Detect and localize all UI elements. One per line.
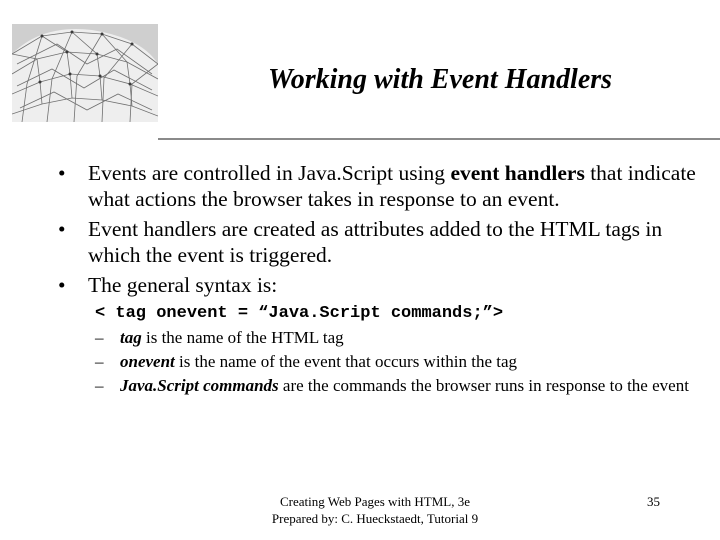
sub-term: Java.Script commands	[120, 376, 279, 395]
bullet-marker: •	[58, 273, 66, 297]
bullet-text: Events are controlled in Java.Script using	[88, 161, 451, 185]
bullet-item	[58, 216, 698, 268]
bullet-item	[58, 272, 698, 298]
sub-text: are the commands the browser runs in response to the event	[278, 376, 689, 395]
bullet-emphasis: event handlers	[450, 161, 585, 185]
bullet-item	[58, 160, 698, 212]
syntax-code: < tag onevent = “Java.Script commands;”>	[95, 304, 504, 323]
slide-content	[58, 160, 698, 398]
dash-marker: –	[95, 376, 104, 395]
sub-term: onevent	[120, 352, 175, 371]
sub-item	[95, 326, 698, 350]
dash-marker: –	[95, 328, 104, 347]
sub-term: tag	[120, 328, 142, 347]
sub-text: is the name of the HTML tag	[141, 328, 344, 347]
bullet-marker: •	[58, 161, 66, 185]
bullet-text: Event handlers are created as attributes added to the HTML tags in which the event is triggered.	[88, 217, 663, 267]
sub-text: is the name of the event that occurs within the tag	[174, 352, 518, 371]
sub-item	[95, 350, 698, 374]
bullet-text: that indicate what actions the browser takes in response to an event.	[88, 161, 696, 211]
slide-title: Working with Event Handlers	[267, 64, 613, 95]
dash-marker: –	[95, 352, 104, 371]
footer-line: Creating Web Pages with HTML, 3e	[279, 494, 471, 509]
title-divider	[158, 138, 720, 140]
page-number: 35	[647, 494, 660, 509]
bullet-text: The general syntax is:	[88, 273, 278, 297]
header-mesh-image	[12, 24, 158, 122]
bullet-marker: •	[58, 217, 66, 241]
slide-footer	[200, 493, 550, 527]
sub-item	[95, 374, 698, 398]
footer-line: Prepared by: C. Hueckstaedt, Tutorial 9	[271, 511, 479, 526]
